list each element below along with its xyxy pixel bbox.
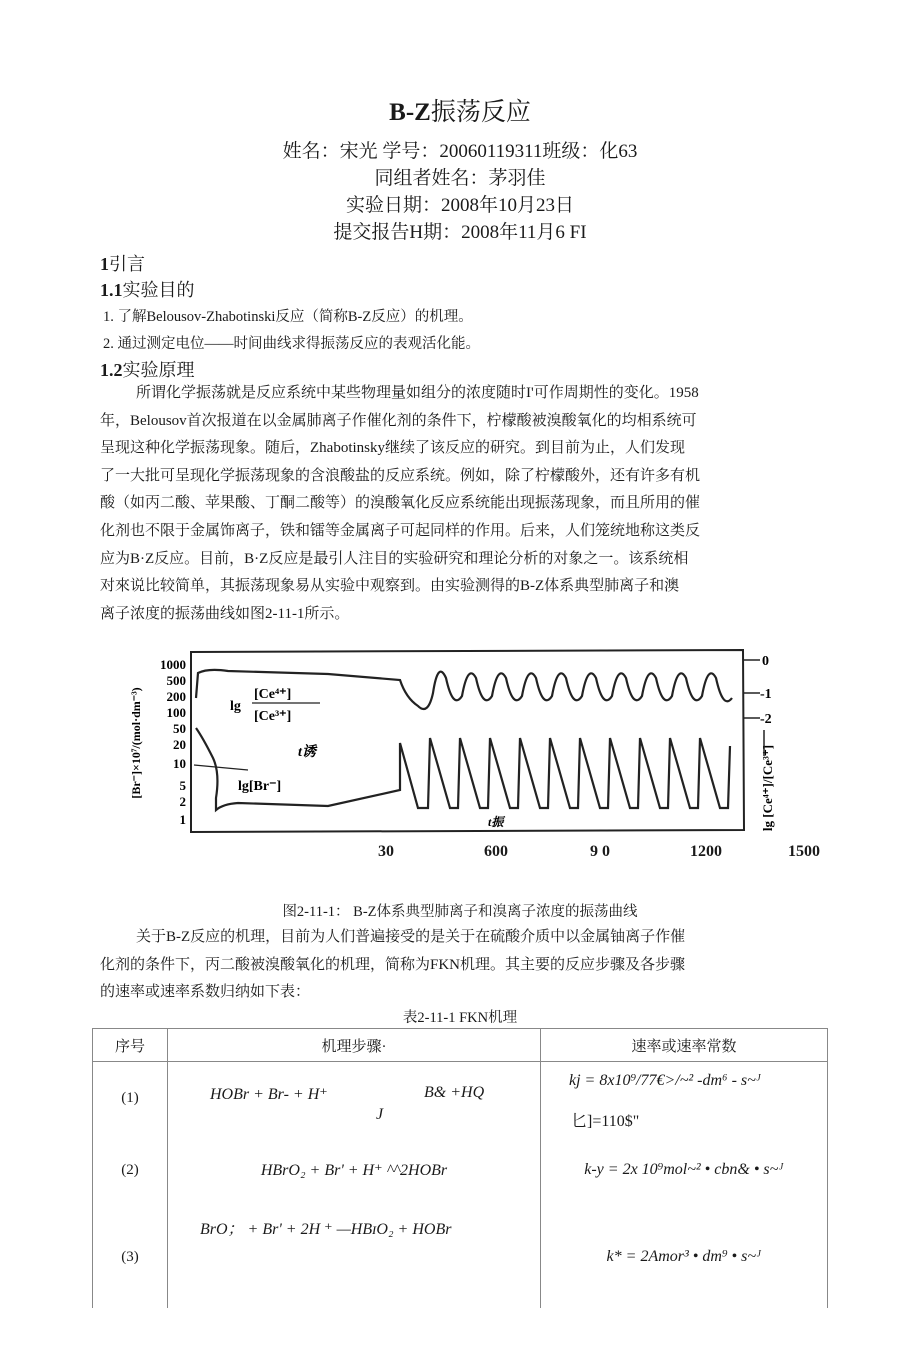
author-line: 姓名：宋光 学号：20060119311班级：化63 — [282, 141, 638, 162]
y-tick: 20 — [173, 737, 186, 752]
mech-text: HOBr + Br- + H⁺ — [210, 1086, 328, 1103]
table-row — [93, 1206, 828, 1308]
y-tick: 2 — [179, 794, 186, 809]
row-rate — [541, 1206, 828, 1308]
mech-text: B& +HQ — [424, 1084, 485, 1101]
partner-line: 同组者姓名：茅羽佳 — [374, 168, 546, 189]
mech-text: HBrO₂ + Br' + H⁺ ^^2HOBr — [260, 1162, 448, 1179]
y-tick: 50 — [173, 721, 186, 736]
row-mechanism — [168, 1062, 541, 1135]
x-tick: 600 — [484, 843, 508, 860]
rate-text: k-y = 2x 10⁹mol~² • cbn& • s~ᴶ — [584, 1161, 784, 1178]
row-mechanism — [168, 1134, 541, 1206]
page-title: B-Z振荡反应 — [389, 99, 531, 126]
fkn-table — [92, 1028, 828, 1308]
x-tick: 9 0 — [590, 843, 610, 860]
col-header-num: 序号 — [93, 1029, 168, 1062]
y-left-axis-label: [Br⁻]×10⁷/(mol·dm⁻³) — [129, 687, 143, 799]
col-header-mechanism: 机理步骤· — [168, 1029, 541, 1062]
date-line: 实验日期：2008年10月23日 — [345, 195, 574, 216]
x-tick: 1200 — [690, 843, 722, 860]
ce4-label: [Ce⁴⁺] — [254, 687, 292, 702]
row-rate — [541, 1062, 828, 1135]
row-num: (3) — [93, 1206, 168, 1308]
row-num: (2) — [93, 1134, 168, 1206]
br-lg-label: lg[Br⁻] — [238, 779, 282, 794]
y-tick: 500 — [166, 673, 186, 688]
mech-text: BrO； + Br' + 2H ⁺ —HBɪO₂ + HOBr — [200, 1221, 452, 1238]
y-right-tick: -1 — [760, 687, 772, 702]
table-row — [93, 1134, 828, 1206]
y-right-axis-label: lg [Ce⁴⁺]/[Ce³⁺] — [760, 744, 775, 832]
table-row — [93, 1062, 828, 1135]
oscillation-chart — [128, 638, 788, 843]
rate-text: kj = 8x10⁹/77€>/~² -dm⁶ - s~ᴶ — [569, 1072, 762, 1089]
ce-lg-label: lg — [230, 699, 241, 714]
table-caption: 表2-11-1 FKN机理 — [402, 1010, 518, 1026]
y-tick: 10 — [173, 756, 186, 771]
y-right-tick: -2 — [760, 712, 772, 727]
submit-date-line: 提交报告H期：2008年11月6 FI — [333, 222, 587, 243]
y-tick: 200 — [166, 689, 186, 704]
x-tick: 1500 — [788, 843, 820, 860]
mechanism-paragraph: 关于B-Z反应的机理，目前为人们普遍接受的是关于在硫酸介质中以金属铀离子作催 化剂的条件下，丙二酸被溴酸氧化的机理，简称为FKN机理。其主要的反应步骤及各步骤 的速率或速率系数归纳如下表： — [100, 929, 686, 1001]
rate-text: 匕]=110$" — [571, 1113, 640, 1130]
y-tick: 1 — [179, 812, 186, 827]
principle-paragraph: 所谓化学振荡就是反应系统中某些物理量如组分的浓度随时I'可作周期性的变化。1958 年，Belousov首次报道在以金属肺离子作催化剂的条件下，柠檬酸被溴酸氧化的均相系统可 呈现这种化学振荡现象。随后，Zhabotinsky继续了该反应的研究。到目前为止，人们发现 了一大批可呈现化学振荡现象的含浪酸盐的反应系统。例如，除了柠檬酸外，还有许多有机 酸（如丙二酸、苹果酸、丁酮二酸等）的溴酸氧化反应系统能出现振荡现象，而且所用的催 化剂也不限于金属饰离子，铁和镭等金属离子可起同样的作用。后来，人们笼统地称这类反 应为B·Z反应。目前，B·Z反应是最引人注目的实验研究和理论分析的对象之一。该系统相 对來说比较简单，其振荡现象易从实验中观察到。由实验测得的B-Z体系典型肺离子和澳 离子浓度的振荡曲线如图2-11-1所示。 — [100, 385, 701, 622]
section-1-heading: 1引言 — [100, 254, 145, 274]
induction-time-label: t诱 — [298, 745, 316, 760]
row-rate — [541, 1134, 828, 1206]
mech-text: J — [376, 1106, 384, 1123]
y-tick: 1000 — [160, 657, 186, 672]
section-1-1-heading: 1.1实验目的 — [100, 280, 195, 300]
rate-text: k* = 2Amor³ • dm⁹ • s~ᴶ — [606, 1248, 762, 1265]
y-tick: 5 — [179, 778, 186, 793]
ce3-label: [Ce³⁺] — [254, 709, 292, 724]
row-num: (1) — [93, 1062, 168, 1135]
y-tick: 100 — [166, 705, 186, 720]
col-header-rate: 速率或速率常数 — [541, 1029, 828, 1062]
x-tick: 30 — [378, 843, 394, 860]
row-mechanism — [168, 1206, 541, 1308]
figure-caption: 图2-11-1： B-Z体系典型肺离子和溴离子浓度的振荡曲线 — [282, 904, 638, 920]
y-right-tick: 0 — [762, 654, 769, 669]
section-1-2-heading: 1.2实验原理 — [100, 360, 195, 380]
table-header-row — [93, 1029, 828, 1062]
oscillation-period-label: t振 — [488, 815, 504, 829]
aim-item-2: 2. 通过测定电位——时间曲线求得振荡反应的表观活化能。 — [103, 336, 480, 352]
aim-item-1: 1. 了解Belousov-Zhabotinski反应（简称B-Z反应）的机理。 — [103, 309, 473, 325]
